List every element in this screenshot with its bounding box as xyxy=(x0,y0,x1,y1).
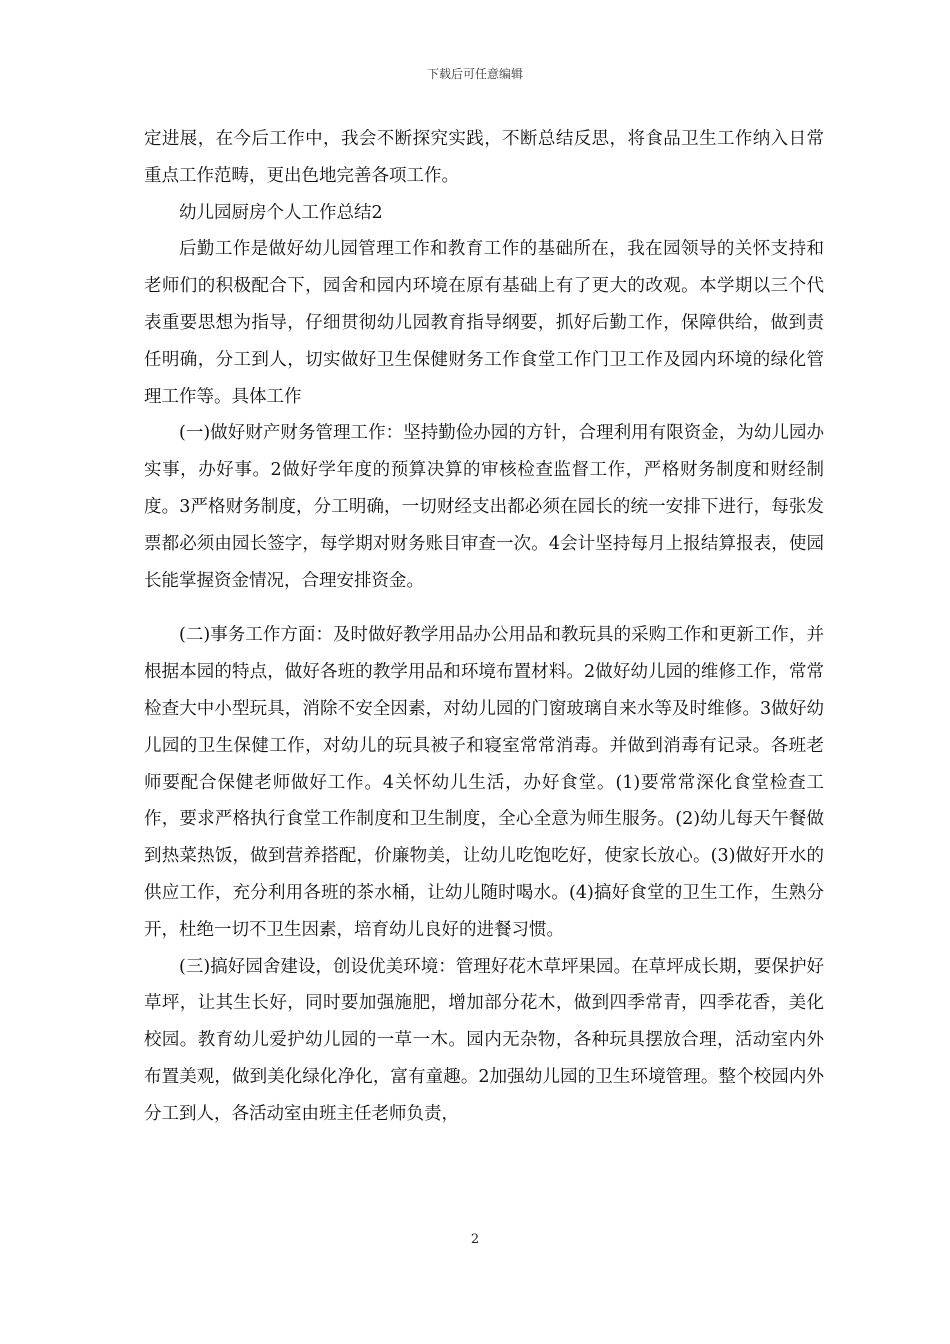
paragraph-finance: (一)做好财产财务管理工作：坚持勤俭办园的方针，合理利用有限资金，为幼儿园办实事，办好事。2做好学年度的预算决算的审核检查监督工作，严格财务制度和财经制度。3严格财务制度，分工明确，一切财经支出都必须在园长的统一安排下进行，每张发票都必须由园长签字，每学期对财务账目审查一次。4会计坚持每月上报结算报表，使园长能掌握资金情况，合理安排资金。 xyxy=(144,423,824,591)
paragraph-affairs: (二)事务工作方面：及时做好教学用品办公用品和教玩具的采购工作和更新工作，并根据本园的特点，做好各班的教学用品和环境布置材料。2做好幼儿园的维修工作，常常检查大中小型玩具，消除不安全因素，对幼儿园的门窗玻璃自来水等及时维修。3做好幼儿园的卫生保健工作，对幼儿的玩具被子和寝室常常消毒。并做到消毒有记录。各班老师要配合保健老师做好工作。4关怀幼儿生活，办好食堂。(1)要常常深化食堂检查工作，要求严格执行食堂工作制度和卫生制度，全心全意为师生服务。(2)幼儿每天午餐做到热菜热饭，做到营养搭配，价廉物美，让幼儿吃饱吃好，使家长放心。(3)做好开水的供应工作，充分利用各班的茶水桶，让幼儿随时喝水。(4)搞好食堂的卫生工作，生熟分开，杜绝一切不卫生因素，培育幼儿良好的进餐习惯。 xyxy=(144,625,824,940)
paragraph-continuation: 定进展，在今后工作中，我会不断探究实践，不断总结反思，将食品卫生工作纳入日常重点工作范畴，更出色地完善各项工作。 xyxy=(144,129,824,186)
page-number: 2 xyxy=(470,1232,480,1247)
document-body xyxy=(144,121,824,1133)
page-header: 下载后可任意编辑 xyxy=(426,67,523,81)
paragraph-intro: 后勤工作是做好幼儿园管理工作和教育工作的基础所在，我在园领导的关怀支持和老师们的积极配合下，园舍和园内环境在原有基础上有了更大的改观。本学期以三个代表重要思想为指导，仔细贯彻幼儿园教育指导纲要，抓好后勤工作，保障供给，做到责任明确，分工到人，切实做好卫生保健财务工作食堂工作门卫工作及园内环境的绿化管理工作等。具体工作 xyxy=(144,239,824,407)
section-title: 幼儿园厨房个人工作总结2 xyxy=(179,202,383,223)
paragraph-environment: (三)搞好园舍建设，创设优美环境：管理好花木草坪果园。在草坪成长期，要保护好草坪，让其生长好，同时要加强施肥，增加部分花木，做到四季常青，四季花香，美化校园。教育幼儿爱护幼儿园的一草一木。园内无杂物，各种玩具摆放合理，活动室内外布置美观，做到美化绿化净化，富有童趣。2加强幼儿园的卫生环境管理。整个校园内外分工到人，各活动室由班主任老师负责， xyxy=(144,956,824,1124)
